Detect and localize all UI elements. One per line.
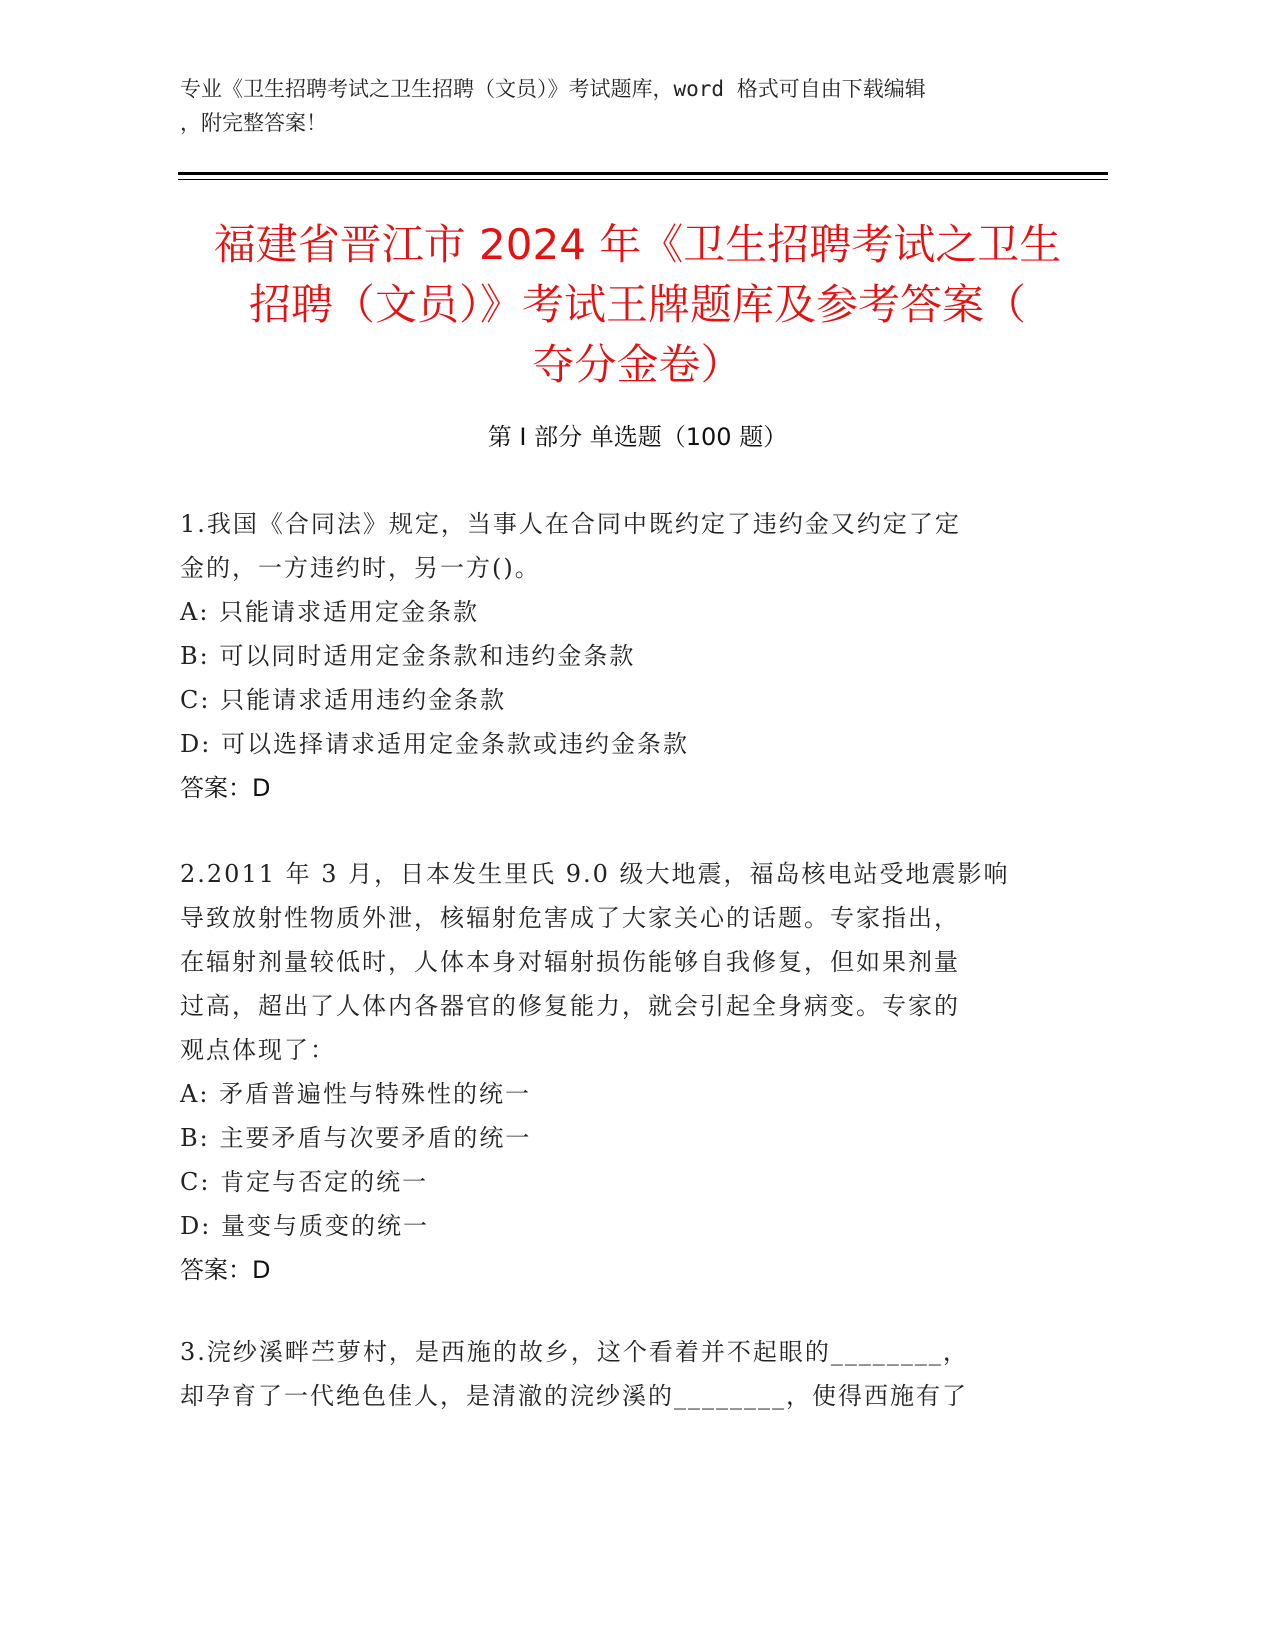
question-text-line: 2.2011 年 3 月，日本发生里氏 9.0 级大地震，福岛核电站受地震影响 — [180, 860, 1010, 888]
title-line-3: 夺分金卷） — [532, 340, 743, 389]
question-text-line: 观点体现了： — [180, 1036, 336, 1064]
question-text-line: 在辐射剂量较低时，人体本身对辐射损伤能够自我修复，但如果剂量 — [180, 948, 960, 976]
section-title: 第 I 部分 单选题（100 题） — [487, 423, 788, 451]
document-title — [150, 215, 1125, 395]
answer: 答案：D — [180, 774, 271, 802]
answer: 答案：D — [180, 1256, 271, 1284]
title-line-1: 福建省晋江市 2024 年《卫生招聘考试之卫生 — [213, 220, 1062, 269]
header-divider-thin — [178, 179, 1108, 180]
question-text-line: 1.我国《合同法》规定，当事人在合同中既约定了违约金又约定了定 — [180, 510, 961, 538]
header-note-line-2: ，附完整答案！ — [180, 111, 327, 135]
option-b: B: 主要矛盾与次要矛盾的统一 — [180, 1124, 532, 1152]
header-note — [180, 72, 1050, 140]
question-3 — [180, 1330, 1020, 1418]
question-text-line: 3.浣纱溪畔苎萝村，是西施的故乡，这个看着并不起眼的________， — [180, 1338, 969, 1366]
question-2 — [180, 852, 1020, 1292]
question-1 — [180, 502, 1020, 810]
question-text-line: 过高，超出了人体内各器官的修复能力，就会引起全身病变。专家的 — [180, 992, 960, 1020]
question-text-line: 却孕育了一代绝色佳人，是清澈的浣纱溪的________，使得西施有了 — [180, 1382, 968, 1410]
option-c: C: 只能请求适用违约金条款 — [180, 686, 507, 714]
option-d: D: 量变与质变的统一 — [180, 1212, 429, 1240]
header-divider-thick — [178, 172, 1108, 175]
question-text-line: 导致放射性物质外泄，核辐射危害成了大家关心的话题。专家指出， — [180, 904, 960, 932]
option-b: B: 可以同时适用定金条款和违约金条款 — [180, 642, 636, 670]
option-d: D: 可以选择请求适用定金条款或违约金条款 — [180, 730, 689, 758]
option-a: A: 矛盾普遍性与特殊性的统一 — [180, 1080, 532, 1108]
title-line-2: 招聘（文员）》考试王牌题库及参考答案（ — [248, 280, 1026, 329]
option-c: C: 肯定与否定的统一 — [180, 1168, 429, 1196]
header-note-line-1: 专业《卫生招聘考试之卫生招聘（文员）》考试题库，word 格式可自由下载编辑 — [180, 77, 926, 101]
option-a: A: 只能请求适用定金条款 — [180, 598, 480, 626]
question-text-line: 金的，一方违约时，另一方()。 — [180, 554, 541, 582]
